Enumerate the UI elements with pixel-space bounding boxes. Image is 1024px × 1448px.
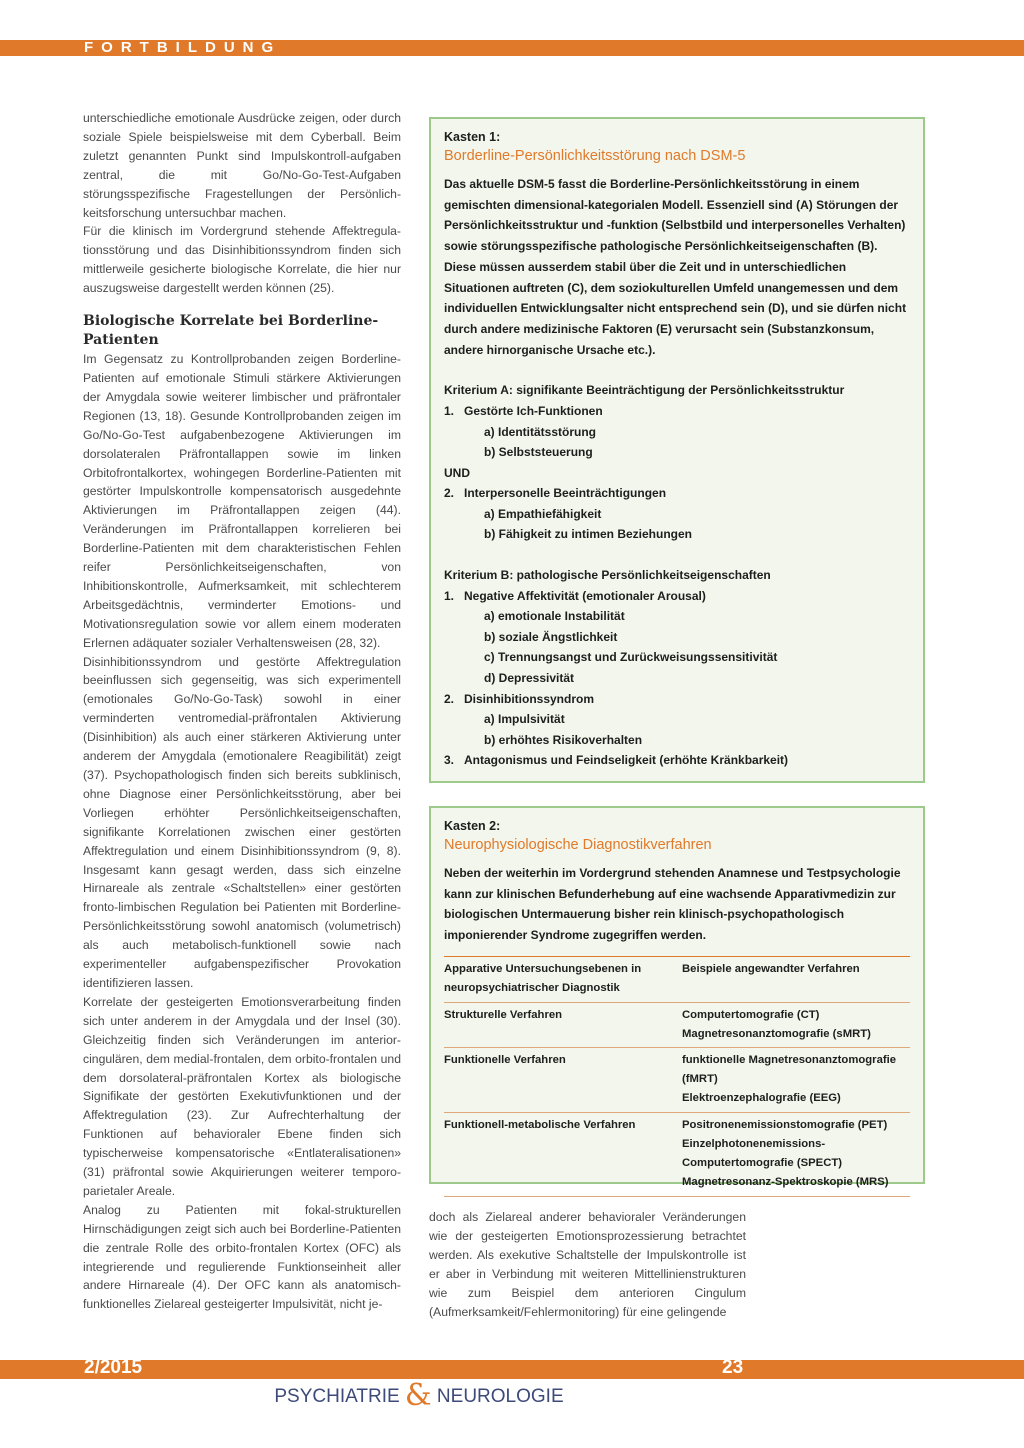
paragraph: Für die klinisch im Vordergrund stehende Affektregula-tionsstörung und das Disinhibitionssyndrom finden sich mittlerweile gesicherte biologische Korrelate, die hier nur auszugsweise dargestellt werden können (25). (83, 224, 401, 296)
criterion-b-heading: Kriterium B: pathologische Persönlichkeitseigenschaften (444, 568, 771, 583)
diagnostics-table (444, 956, 910, 1197)
table-row (444, 1002, 910, 1048)
info-box-diagnostics (429, 806, 925, 1188)
table-row (444, 1113, 910, 1197)
issue-number: 2/2015 (84, 1357, 143, 1378)
list-subitem: b) erhöhtes Risikoverhalten (484, 732, 643, 747)
list-subitem: a) Impulsivität (484, 712, 565, 727)
box-title: Neurophysiologische Diagnostikverfahren (444, 837, 712, 853)
info-box-dsm5 (429, 117, 925, 783)
left-column (83, 109, 401, 1314)
list-connector: UND (444, 465, 470, 480)
list-subitem: b) soziale Ängstlichkeit (484, 629, 618, 644)
paragraph: Analog zu Patienten mit fokal-strukturellen Hirnschädigungen zeigt sich auch bei Borderline-Patienten die zentrale Rolle des orbito-frontalen Kortex (OFC) als integrierende und regulierende Funktionseinheit aller andere Hirnareale (4). Der OFC kann als anatomisch-funktionelles Zielareal gesteigerter Impulsivität, nicht je- (83, 1202, 401, 1312)
table-cell: funktionelle Magnetresonanztomografie (fMRT) Elektroenzephalografie (EEG) (682, 1048, 910, 1113)
box-intro: Das aktuelle DSM-5 fasst die Borderline-Persönlichkeitsstörung in einem gemischten dimensional-kategorialen Modell. Essenziell sind (A) Störungen der Persönlichkeitsstruktur und -funktion (Selbstbild und interpersonelles Verhalten) sowie störungsspezifische pathologische Persönlichkeitseigenschaften (B). (444, 177, 906, 254)
list-item: 1. Gestörte Ich-Funktionen (444, 403, 603, 418)
list-subitem: a) Identitätsstörung (484, 424, 597, 439)
right-column-text: doch als Zielareal anderer behavioraler Veränderungen wie der gesteigerten Emotionsprozessierung betrachtet werden. Als exekutive Schaltstelle der Impulskontrolle ist er aber in Verbindung mit weiteren Mittellinienstrukturen wie zum Beispiel dem anterioren Cingulum (Aufmerksamkeit/Fehlermonitoring) für eine gelingende (429, 1210, 746, 1319)
section-label: FORTBILDUNG (84, 39, 282, 56)
table-header: Beispiele angewandter Verfahren (682, 956, 910, 1002)
table-cell: Funktionelle Verfahren (444, 1048, 682, 1113)
paragraph: Im Gegensatz zu Kontrollprobanden zeigen Borderline-Patienten auf emotionale Stimuli stärkere Aktivierungen der Amygdala sowie weiterer limbischer und präfrontaler Regionen (13, 18). Gesunde Kontrollprobanden zeigen im Go/No-Go-Test aufgabenbezogene Aktivierungen im dorsolateralen Präfrontallappen sowie im linken Orbitofrontalkortex, wohingegen Borderline-Patienten mit gestörter Impulskontrolle kompensatorisch ausgedehnte Aktivierungen im Präfrontallappen zeigen (44). Veränderungen im Präfrontallappen korrelieren bei Borderline-Patienten mit dem charakteristischen Fehlen reifer Persönlichkeitseigenschaften, von Inhibitionskontrolle, Aufmerksamkeit, mit schlechterem Arbeitsgedächtnis, verminderter Emotions- und Motivationsregulation sowie vor allem einem moderaten Erlernen adäquater sozialer Verhaltensweisen (28, 32). (83, 352, 401, 650)
list-item: 2. Interpersonelle Beeinträchtigungen (444, 486, 667, 501)
criterion-a-heading: Kriterium A: signifikante Beeinträchtigung der Persönlichkeitsstruktur (444, 383, 845, 398)
paragraph: unterschiedliche emotionale Ausdrücke zeigen, oder durch soziale Spiele beispielsweise mit dem Cyberball. Beim zuletzt genannten Punkt sind Impulskontroll-aufgaben zentral, die mit Go/No-Go-Test-Aufgaben störungsspezifische Fragestellungen der Persönlich-keitsforschung untersuchbar machen. (83, 111, 401, 220)
list-subitem: a) emotionale Instabilität (484, 609, 625, 624)
paragraph: Disinhibitionssyndrom und gestörte Affektregulation beeinflussen sich gegenseitig, was sich experimentell (emotionales Go/No-Go-Task) sowohl in einer verminderten ventromedial-präfrontalen Aktivierung (Disinhibition) als auch einer stärkeren Aktivierung unter anderem der Amygdala (emotionalere Reagibilität) zeigt (37). Psychopathologisch finden sich bereits subklinisch, ohne Diagnose einer Persönlichkeitsstörung, aber bei Vorliegen erhöhter Persönlichkeitseigenschaften, signifikante Korrelationen zwischen einer gestörten Affektregulation und einem Disinhibitionssyndrom (9, 8). Insgesamt kann gesagt werden, dass sich einzelne Hirnareale als zentrale «Schaltstellen» einer gestörten fronto-limbischen Regulation bei Patienten mit Borderline-Persönlichkeitsstörung sowohl anatomisch (volumetrisch) als auch metabolisch-funktionell sowie nach experimenteller aufgabenspezifischer Provokation identifizieren lassen. (83, 654, 401, 990)
table-cell: Strukturelle Verfahren (444, 1002, 682, 1048)
list-item: 3. Antagonismus und Feindseligkeit (erhöhte Kränkbarkeit) (444, 753, 789, 768)
list-item: 1. Negative Affektivität (emotionaler Arousal) (444, 588, 706, 603)
table-cell: Positronenemissionstomografie (PET) Einzelphotonenemissions-Computertomografie (SPECT) Magnetresonanz-Spektroskopie (MRS) (682, 1113, 910, 1197)
table-header-row (444, 956, 910, 1002)
paragraph: Korrelate der gesteigerten Emotionsverarbeitung finden sich unter anderem in der Amygdala und der Insel (30). Gleichzeitig finden sich Veränderungen im anterior-cingulären, dem medial-frontalen, dem orbito-frontalen und dem dorsolateral-präfrontalen Kortex als biologische Signifikate der gestörten Exekutivfunktionen und der Affektregulation (23). Zur Aufrechterhaltung der Funktionen auf behavioraler Ebene finden sich typischerweise kompensatorische «Entlateralisationen» (31) präfrontal sowie Akquirierungen weiterer temporo-parietaler Areale. (83, 994, 401, 1198)
table-cell: Computertomografie (CT) Magnetresonanztomografie (sMRT) (682, 1002, 910, 1048)
table-header: Apparative Untersuchungsebenen in neuropsychiatrischer Diagnostik (444, 956, 682, 1002)
journal-logo: PSYCHIATRIE & NEUROLOGIE (258, 1380, 580, 1418)
list-subitem: b) Selbststeuerung (484, 445, 593, 460)
box-title: Borderline-Persönlichkeitsstörung nach DSM-5 (444, 148, 746, 164)
table-row (444, 1048, 910, 1113)
box-label: Kasten 1: (444, 130, 501, 144)
ampersand: & (404, 1378, 432, 1413)
box-intro-2: Diese müssen ausserdem stabil über die Zeit und in unterschiedlichen Situationen auftreten (C), dem soziokulturellen Umfeld unangemessen und dem individuellen Entwicklungsalter nicht entsprechend sein (D), und sie dürfen nicht durch andere medizinische Faktoren (E) verursacht sein (Substanzkonsum, andere hirnorganische Ursache etc.). (444, 259, 907, 357)
box-intro: Neben der weiterhin im Vordergrund stehenden Anamnese und Testpsychologie kann zur klinischen Befunderhebung auf eine wachsende Apparativmedizin zur biologischen Untermauerung bisher rein klinisch-psychopathologisch imponierender Syndrome zugegriffen werden. (444, 866, 901, 943)
list-item: 2. Disinhibitionssyndrom (444, 691, 595, 706)
footer-bar (0, 1360, 1024, 1379)
list-subitem: c) Trennungsangst und Zurückweisungssensitivität (484, 650, 778, 665)
list-subitem: b) Fähigkeit zu intimen Beziehungen (484, 527, 693, 542)
box-label: Kasten 2: (444, 819, 501, 833)
page-number: 23 (722, 1357, 744, 1378)
list-subitem: a) Empathiefähigkeit (484, 506, 602, 521)
section-heading: Biologische Korrelate bei Borderline-Patienten (83, 313, 379, 349)
table-cell: Funktionell-metabolische Verfahren (444, 1113, 682, 1197)
list-subitem: d) Depressivität (484, 671, 575, 686)
